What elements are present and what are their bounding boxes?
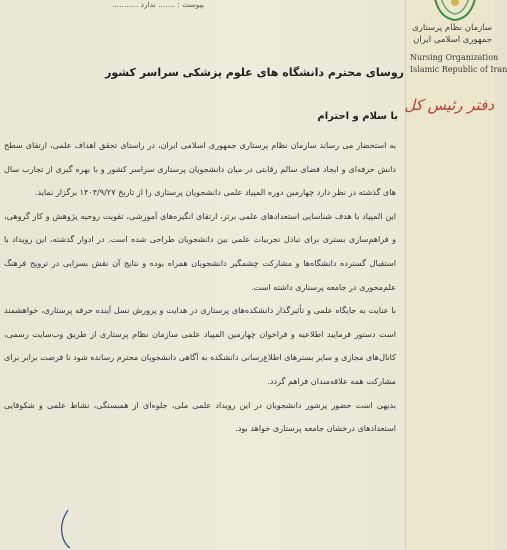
- signature-mark: [58, 508, 72, 550]
- attachment-field: [112, 0, 204, 9]
- organization-name-english-line1: Nursing Organization: [410, 53, 499, 62]
- letterhead-sidebar: [405, 0, 507, 550]
- body-paragraph-1: به استحضار می رساند سازمان نظام پرستاری جمهوری اسلامی ایران، در راستای تحقق اهداف علمی، ارتقای سطح دانش حرفه‌ای و ایجاد فضای سالم رقابتی در میان دانشجویان پرستاری سراسر کشور و با بهره گیری از تجارب سال های گذشته در نظر دارد چهارمین دوره المپیاد علمی دانشجویان پرستاری را از تاریخ ۱۴۰۴/۹/۲۷ برگزار نماید.: [4, 140, 396, 198]
- organization-name-english-line2: Islamic Republic of Iran: [410, 65, 507, 74]
- organization-name-persian-line1: سازمان نظام پرستاری: [412, 23, 492, 33]
- body-paragraph-4: بدیهی است حضور پرشور دانشجویان در این رویداد علمی ملی، جلوه‌ای از همبستگی، نشاط علمی و شکوفایی استعدادهای درخشان جامعه پرستاری خواهد بود.: [4, 399, 396, 434]
- body-paragraph-2: این المپیاد با هدف شناسایی استعدادهای علمی برتر، ارتقای انگیزه‌های آموزشی، تقویت روحیه پژوهش و کار گروهی، و فراهم‌سازی بستری برای تبادل تجربیات علمی بین دانشجویان طراحی شده است. در ادوار گذشته، این رویداد با استقبال گسترده دانشگاه‌ها و مشارکت چشمگیر دانشجویان همراه بوده و نتایج آن نقش بسزایی در ترویج فرهنگ علم‌محوری در جامعه پرستاری داشته است.: [4, 210, 396, 292]
- attachment-dots: .......: [158, 0, 175, 9]
- attachment-dots-trailing: ...........: [112, 0, 139, 9]
- greeting: با سلام و احترام: [317, 111, 398, 122]
- organization-name-persian: [406, 22, 492, 46]
- office-stamp: دفتر رئیس کل: [404, 96, 494, 114]
- organization-logo: [428, 0, 482, 24]
- attachment-label: پیوست :: [177, 0, 204, 9]
- recipient-line: روسای محترم دانشگاه های علوم پزشکی سراسر کشور: [105, 66, 404, 79]
- body-paragraph-3: با عنایت به جایگاه علمی و تأثیرگذار دانشکده‌های پرستاری در هدایت و پرورش نسل آینده حرفه پرستاری، خواهشمند است دستور فرمایید اطلاعیه و فراخوان چهارمین المپیاد علمی سازمان نظام پرستاری از طریق وب‌سایت رسمی، کانال‌های مجازی و سایر بسترهای اطلاع‌رسانی دانشکده به آگاهی دانشجویان محترم رسانده شود تا فرصت برابر برای مشارکت همه علاقه‌مندان فراهم گردد.: [4, 305, 396, 386]
- organization-name-english: [410, 52, 507, 76]
- letter-body: [4, 134, 396, 441]
- organization-name-persian-line2: جمهوری اسلامی ایران: [413, 35, 492, 45]
- attachment-value: ندارد: [140, 0, 156, 9]
